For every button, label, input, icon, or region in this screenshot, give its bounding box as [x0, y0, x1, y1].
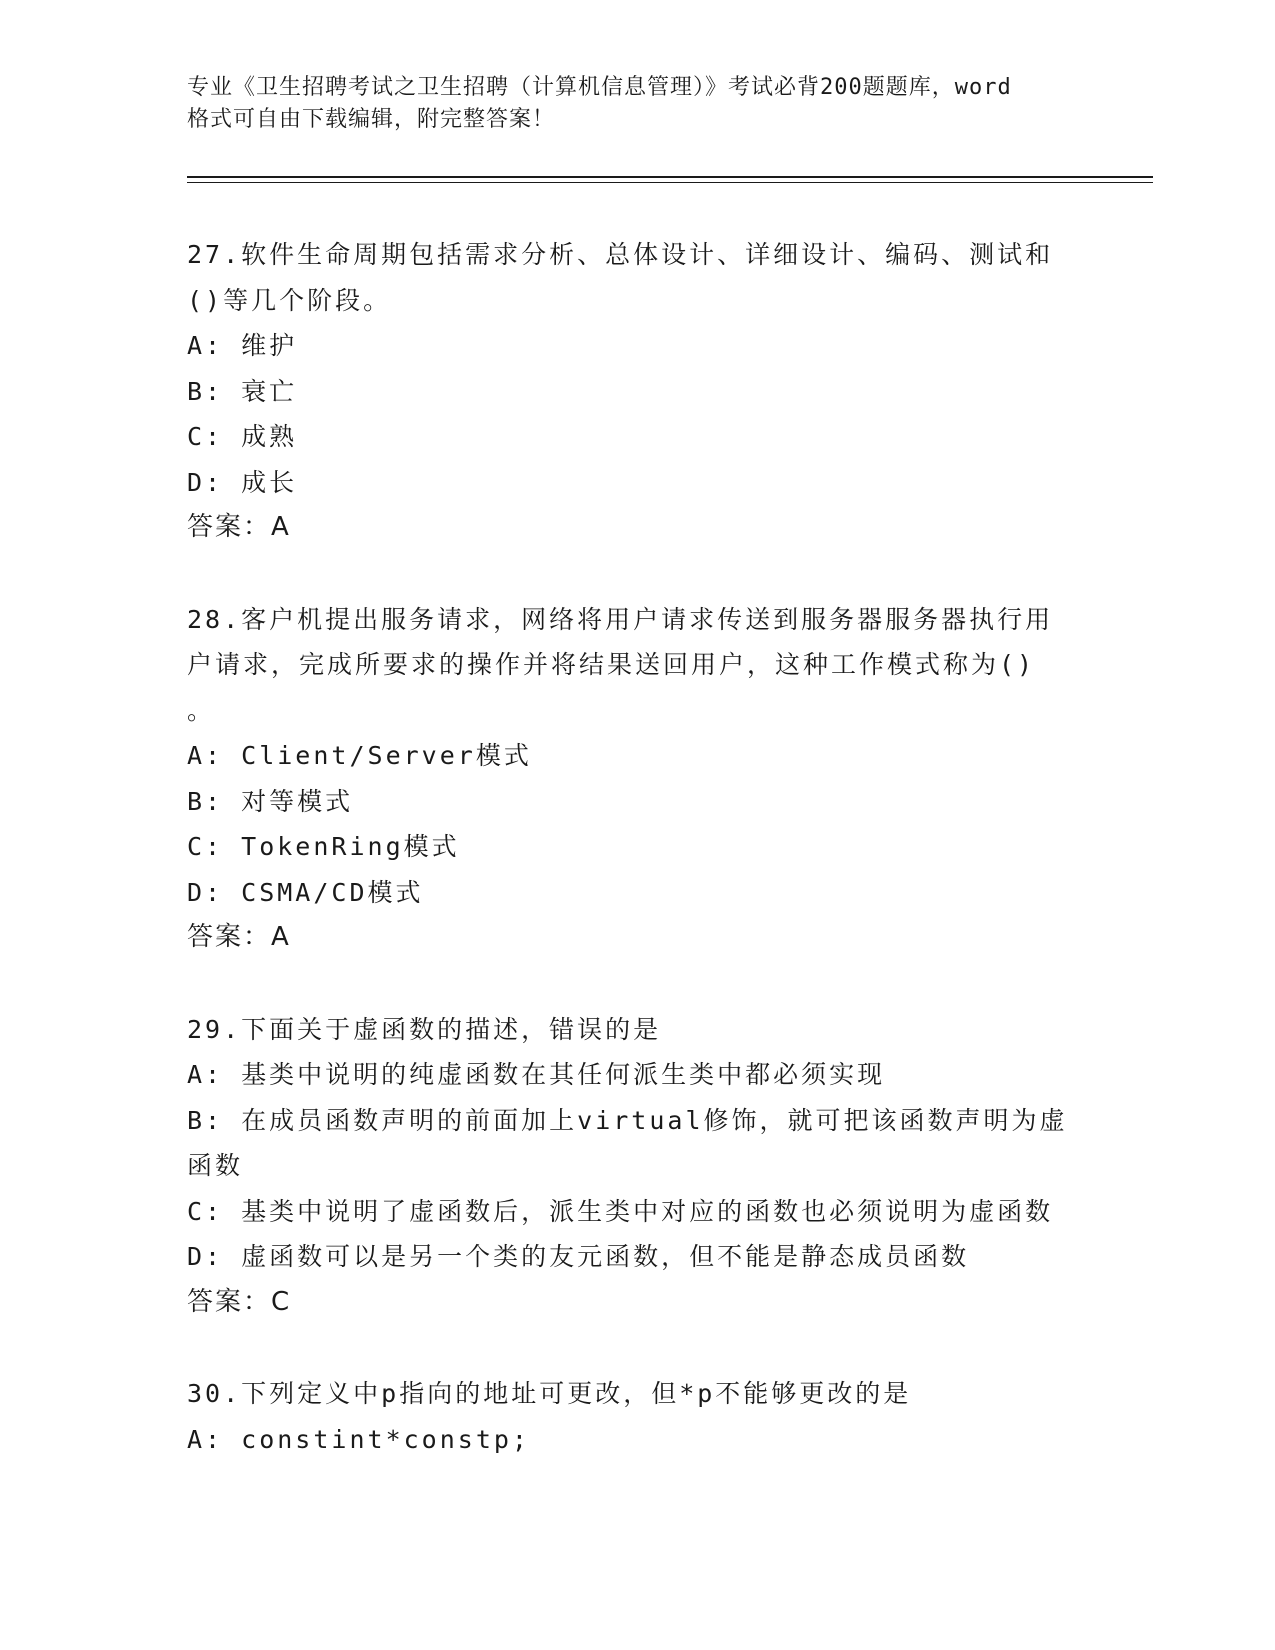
question-stem: 27.软件生命周期包括需求分析、总体设计、详细设计、编码、测试和 — [187, 240, 1054, 269]
option-d: D: 成长 — [187, 467, 298, 497]
question-stem: 29.下面关于虚函数的描述，错误的是 — [187, 1014, 662, 1044]
question-30 — [187, 1371, 1087, 1462]
question-stem: 户请求，完成所要求的操作并将结果送回用户，这种工作模式称为() — [187, 650, 1036, 679]
option-b: B: 对等模式 — [187, 786, 354, 816]
question-stem: 28.客户机提出服务请求，网络将用户请求传送到服务器服务器执行用 — [187, 604, 1054, 634]
question-stem: 。 — [187, 695, 216, 725]
header-divider-thin — [187, 182, 1153, 183]
option-c: C: 成熟 — [187, 422, 298, 451]
answer-line: 答案：A — [187, 512, 291, 542]
question-stem: 30.下列定义中p指向的地址可更改，但*p不能够更改的是 — [187, 1379, 912, 1408]
answer-line: 答案：C — [187, 1286, 292, 1317]
question-27 — [187, 232, 1087, 551]
question-stem: ()等几个阶段。 — [187, 285, 392, 315]
header-line-1: 专业《卫生招聘考试之卫生招聘（计算机信息管理）》考试必背200题题库，word — [187, 75, 1012, 100]
option-c: C: TokenRing模式 — [187, 832, 460, 861]
option-d: D: 虚函数可以是另一个类的友元函数，但不能是静态成员函数 — [187, 1242, 970, 1271]
option-b: B: 衰亡 — [187, 376, 298, 406]
option-a: A: 维护 — [187, 331, 298, 360]
question-28 — [187, 597, 1087, 961]
option-a: A: constint*constp; — [187, 1424, 530, 1454]
option-a: A: 基类中说明的纯虚函数在其任何派生类中都必须实现 — [187, 1060, 886, 1089]
option-c: C: 基类中说明了虚函数后，派生类中对应的函数也必须说明为虚函数 — [187, 1196, 1054, 1226]
header-divider-thick — [187, 176, 1153, 178]
answer-line: 答案：A — [187, 922, 291, 952]
option-d: D: CSMA/CD模式 — [187, 877, 424, 907]
question-29 — [187, 1007, 1087, 1326]
option-b: B: 在成员函数声明的前面加上virtual修饰，就可把该函数声明为虚 函数 — [187, 1105, 1068, 1180]
header-line-2: 格式可自由下载编辑，附完整答案！ — [187, 107, 556, 132]
document-header — [187, 72, 1087, 136]
question-list — [187, 232, 1087, 1508]
option-a: A: Client/Server模式 — [187, 741, 532, 770]
